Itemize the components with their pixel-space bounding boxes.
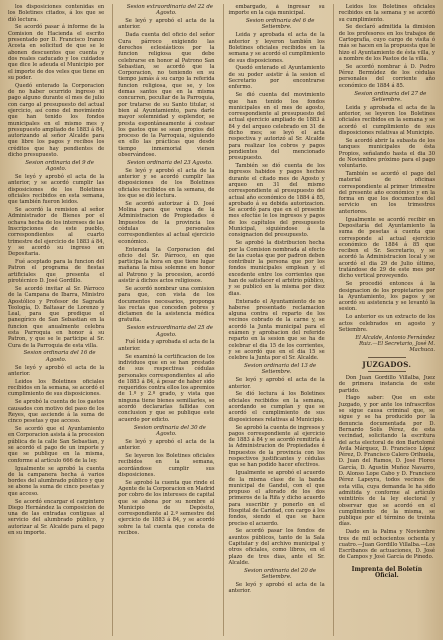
divider-rule [368, 357, 407, 358]
section-title: JUZGADOS. [362, 359, 412, 369]
paragraph: Se dió cuenta del movimiento que han tenido los fondos municipales en el mes de agosto, correspondiente al presupuesto del actual ejercicio ampliado de 1883 á 84 y del arqueo celebrado en 31 de dicho mes; se leyó el acta respectiva y autorizó al Sr. Alcalde para realizar los cobros y pagos pendientes del mencionado presupuesto. [228, 92, 325, 162]
paragraph: Se leyó y aprobó el acta de la anterior. [228, 377, 325, 390]
paragraph: Se acordó pasar á informe de la Comision de Hacienda el escrito presentado por D. Francisco Iranzo Acosta en solicitud de que se le abonen descuentos que cuenta y dos reales caducado y los cuidados que dice le adeuda el Municipio por el importe de dos veles que tiene en su poder. [8, 24, 105, 81]
session-heading: Sesion extraordinaria del 25 de Agosto. [126, 325, 213, 338]
session-heading: Sesion ordinaria del 20 de Setiembre. [244, 567, 317, 581]
paragraph: Se acordó autorizar á D. José Molina para que venga de la Administracion de Propiedades é Impuestos de la provincia los cédulas personales correspondientes al actual ejercicio económico. [118, 200, 215, 245]
paragraph: Se dió lectura á los Boletines oficiales recibidos en la semana, acordando se cumplan y que se acordó el cumplimiento de sus disposiciones relativas al Municipio. [228, 391, 325, 423]
paragraph: Se declaró admitida la dimision de los profesores en los trabajos de Cartografía, cuyo cargo de visita ó más se hacen en la propuesta que le hizo el Ayuntamiento de ésta villa, y a nombre de los Pastos de la villa. [338, 24, 435, 62]
paragraph: Se aprobó la cuenta que rinde el Agente de la Corporacion en Madrid por cobro de los intereses de capital que se abona por su nombre al Municipio de Depósito, correspondiente al 2.º semestre del ejercicio de 1883 á 84, y se acordó sobre la tal cuenta que consta de recibos. [118, 479, 215, 537]
paragraph: Se acordó la remision al señor Administrador de Bienes por el ochava hecha de los intereses de las Inscripciones de este pueblo, correspondientes al cuarto trimestre del ejercicio de 1883 á 84, y se acordó su ingreso en Depositaria. [8, 207, 105, 258]
paragraph: Se leyó y aprobó el acta de la anterior. [228, 582, 325, 595]
paragraph: los disposiciones contenidas en los Boletines citados, á los que se dió lectura. [8, 4, 105, 23]
session-heading: Sesion ordinaria del 9 de Agosto. [25, 159, 94, 173]
paragraph: Leidos los Boletines oficiales recibidos en la semana y se acordó su cumplimiento. [338, 4, 435, 23]
paragraph: Igualmente se aprobó el acuerdo de la misma clase de la banda municipal de Gandul, con el que propuso el aforado de los dos primeros de la Rifa y dicho acuerdo para suscribir y ponerlo en el Hospital de Caridad, con cargo á los fondos, siendo el que se hace preciso el acuerdo. [228, 470, 325, 527]
session-heading: Sesion ordinaria del 23 Agosto. [126, 159, 213, 166]
paragraph: Se acordó que el Ayuntamiento en Corporacion asista á la procesion pública de la calle San Sebastian, y se acordó el pago de un importe y que se publique en la misma, conforme al artículo 666 de la ley. [8, 426, 105, 464]
paragraph: Enterado el Ayuntamiento de no haberse presentado reclamacion alguna contra el reparto de los vecinos cobrado de la carne y, se acordó la Junta municipal para el exámen y aprobacion del referido reparto en la sesion que se ha de celebrar el dia 15 de los corrientes, y se acordó que en el dia 15 se celebre la Junta por el Sr. Alcalde. [228, 298, 325, 362]
paragraph: embargado, á ingresar su importe en la caja municipal. [228, 4, 325, 17]
session-heading: Sesion ordinaria del 27 de Setiembre. [354, 90, 427, 103]
paragraph: También se dió cuenta de los ingresos habidos y pagos hechos durante el citado mes de Agosto y arqueo en 31 del mismo correspondiente al presupuesto del actual año económico de 1884 á 85, aprobado á su debida autorizacion. Se acordó para que en el presente mes efectúe le los ingresos y pagos de los capítulos del presupuesto Municipal, siguiéndose á la consignacion del presupuesto. [228, 163, 325, 239]
paragraph: Se acordó pasar los fondos de asuntos públicos, tanto de la Sala Capitular y del archivo municipal y otros oficiales, como libros, en el plazo de tres dias, ante el Sr. Alcalde. [228, 528, 325, 566]
column-3 [223, 4, 325, 636]
paragraph: Quedó enterado el Ayuntamiento de su poder asistir á la sesion el Secretario por encontrarse enfermo. [228, 65, 325, 91]
paragraph: Se acordó nombrar á D. Pedro Pérez Bermúdez de los cédulas personales del corriente año económico de 1884 á 85. [338, 63, 435, 89]
paragraph: Dada cuenta del oficio del señor Cura párroco exigiendo las derechos eclesiásticos por la funcion religiosa que debe celebrarse en honor al Patrono San Sebastian, se acordó que la Corporacion, no teniendo en su tiempo jamás á su cargo la referida funcion religiosa, que se, y los demas santos que en la misma concurren, peculiar de la Parroquia, por tratarse de su Santo titular, si bien al Ayuntamiento, para darle mayor solemnidad y esplendor, se presta espontáneamente á costear los gastos que se sean propios del proceso de la Parroquia, siguiendo en ello las prácticas que desde tiempo inmemorial vienen observándose. [118, 32, 215, 159]
paragraph: Se acordó invitar al Sr. Párroco de la Campana de Ibarra, Ministro Apostólico y Profesor de Sagrada Teología, D. Baltasar de Lorenzo y Leal, para que predique el panegírico de San Sebastian en la funcion que anualmente celebra esta Parroquia en honor á su Patron, y que se le participe al Sr. Cura de la Parroquia de esta villa. [8, 285, 105, 349]
session-heading: Sesion ordinaria del 16 de Agosto. [23, 350, 96, 363]
paragraph: Se leyó y aprobó el acta de la anterior. [118, 18, 215, 31]
paragraph: Se aprobó la cuenta de ingresos y pagos correspondiente al ejercicio de 1883 á 84 y se acordó remitirla á la Administracion de Propiedades é Impuestos de la provincia con los respectivos justificantes y cédulas que se han podido hacer efectivos. [228, 424, 325, 469]
session-heading: Sesion extraordinaria del 22 de Agosto. [126, 4, 213, 17]
paragraph: Fué leida y aprobada el acta de la anterior. [118, 339, 215, 352]
column-4 [333, 4, 435, 636]
paragraph: Lo anterior es un extracto de los actos celebrados en agosto y Setiembre. [338, 314, 435, 333]
paragraph: Se acordó encargar el carpintero Diego Hernández la composicion de una de las entradas contiguas al servicio del alumbrado público, y autorizar al Sr. Alcalde para el pago en su importe. [8, 498, 105, 537]
signature-line: El Alcalde, Antonio Fernández Ruiz.—El Secretario, José M. Machuca. [355, 334, 435, 354]
paragraph: Se leyó y aprobó el acta de la anterior y se acordó cumplir las disposiciones de los Boletines oficiales recibidos en la semana, de los que se dió lectura. [118, 167, 215, 199]
paragraph: Leidos los Boletines oficiales recibidos en la semana, se acordó el cumplimiento de sus disposiciones. [8, 378, 105, 398]
paragraph: Se examinó la certificacion de los individuos que en se han prestado de sus respectivas cédulas personales correspondientes al año de 1883 á 84, á pesar de haber sido requeridos contra ellos los apremios de 1.º y 2.º grado, y vista que ninguna tiene bienes semiliarles, se acordó declararlas fallidas con conclusion y que se publique este acuerdo por edicto. [118, 353, 215, 423]
column-1 [8, 4, 104, 636]
session-heading: Sesion ordinaria del 13 de Setiembre. [244, 363, 317, 376]
paragraph: Igualmente se aprobó la cuenta de la campanera hecha á varios bordes del alumbrado público y que se abone la suma de cinco pesetas y que acceso. [8, 465, 105, 497]
paragraph: Se procedió entonces á la designacion de los propietarios por la Ayuntamiento, los pagos y se acordó su asistencia y se levantó la sesion. [338, 281, 435, 313]
paragraph: Enterada la Corporacion del oficio del Sr. Párroco, en que participa la hora en que tiene lugar mañana la misa solemne en honor al Patrono y la procesion, acordó asistir á dichos actos religiosos. [118, 246, 215, 285]
paragraph: Hago saber: Que en este Juzgado, y por ante los infrascritos se sigue causa criminal que, se sigue y se ha producido por la denuncia documentada por D. Bernardo Solís Pérez, de esta vecindad, solicitando la escritura del acta electoral de don Bartolomé Ávila Márquez, D. Francisco López Pérez, D. Francisco Calero Orihuela, D. Juan del Ramos, D. José Flores García, D. Agustín Muñoz Navarro, D. Alonso Lope Cabo y D. Francisco Pérez Lapeyra, todos vecinos de esta villa, cuya demanda le ha sido admitida y conforme al artículo veintitrés de la ley electoral y observar que se acordó en el cumplimiento de la misma, se publique por el término de treinta días. [338, 395, 435, 528]
paragraph: Fué aceptado para la funcion del Patron el programa de fiestas artificiales que presenta el pirotécnico D. José Gordillo. [8, 259, 105, 285]
printer-footer: Imprenta del Boletín Oficial. [351, 565, 423, 580]
paragraph: También se acordó el pago del material de oficinas correspondiente al primer trimestre del presente año económico y en la forma en que los documentos del servicio en los trimestres anteriores. [338, 170, 435, 215]
paragraph: Dado en la Palma y Noviembre tres de mil ochocientos ochenta y cuatro.—Juan Gordillo Villalba.—Los Escribanos de actuaciones, D. José de Campos y José García de Pinedo. [338, 529, 435, 561]
columns-container [8, 4, 435, 636]
paragraph: Igualmente se acordó recibir en Depositaría del Ayuntamiento la suma de pesetas á cuenta que corresponde al actual ejercicio económico de 1884 á 85 que reciben el Sr. Secretario, y se acordó la Administracion local y se acordó el dia 29 de Julio último, tratándose de 29 de este mes por dicho vertical proveyendo. [338, 216, 435, 280]
session-heading: Sesion ordinaria del 30 de Agosto. [133, 424, 206, 437]
column-2 [112, 4, 214, 636]
paragraph: Se leyeron los Boletines oficiales recibidos en la semana, acordándose cumplir sus disposiciones. [118, 452, 215, 478]
paragraph: Se leyó y aprobó el acta de la anterior, y se acordó cumplir las disposiciones de los Boletines oficiales recibidos en esta semana, que también fueron leidos. [8, 174, 105, 206]
paragraph: Se leyó y aprobó el acta de la anterior. [118, 438, 215, 452]
paragraph: Se leyó y aprobó el acta de la anterior. [8, 364, 105, 377]
divider-rule [368, 371, 407, 372]
paragraph: Quedó enterado la Corporacion de no haber ocurrido ingreso ni pago alguno durante el mes de julio con cargo al presupuesto del actual ejercicio, así como del movimiento que han tenido los fondos municipales en el mismo mes y presupuesto ampliado de 1883 á 84, autorizando al señor Alcalde para que libre los pagos y recibos los créditos que hay pendientes de dicho presupuesto. [8, 82, 105, 159]
session-heading: Sesion ordinaria del 6 de Setiembre. [245, 18, 315, 31]
paragraph: Se aprobó la distribucion hecha por la Comision nombrada al efecto de las cuotas que por padron deben contribuir la persona que por los fondos municipales emplean y el excedente entre los corrientes que han de satisfacer el arbitrio público, y se publicó en la misma por diez dias. [228, 240, 325, 297]
paragraph: Leida y aprobada el acta de la anterior, se leyeron los Boletines oficiales recibidos en la semana y se acordó el cumplimiento de sus disposiciones relativas al Municipio. [338, 104, 435, 137]
paragraph: Se acordó abrir la subasta de los tanques municipales de ésta Propios, señalando hasta el dia 30 de Noviembre próximo para el pago voluntario. [338, 137, 435, 170]
paragraph: Se aprobó la cuenta de los gastos causados con motivo del paso de los Reyes, que asciende á la suma de cinco pesetas y que acceso. [8, 399, 105, 425]
paragraph: Don Juan Gordillo Villalba, Juez de primera instancia de este partido. [338, 374, 435, 394]
paragraph: Se acordó nombrar una comision para que, con vista de los documentos necesarios, proponga las rectas que conceden pobres y dictamen de la asistencia médica gratuita. [118, 285, 215, 324]
paragraph: Leida y aprobada el acta de la anterior y leyeron también los Boletines oficiales recibidos en la semana y se acordó el cumplimiento de sus disposiciones. [228, 32, 325, 64]
